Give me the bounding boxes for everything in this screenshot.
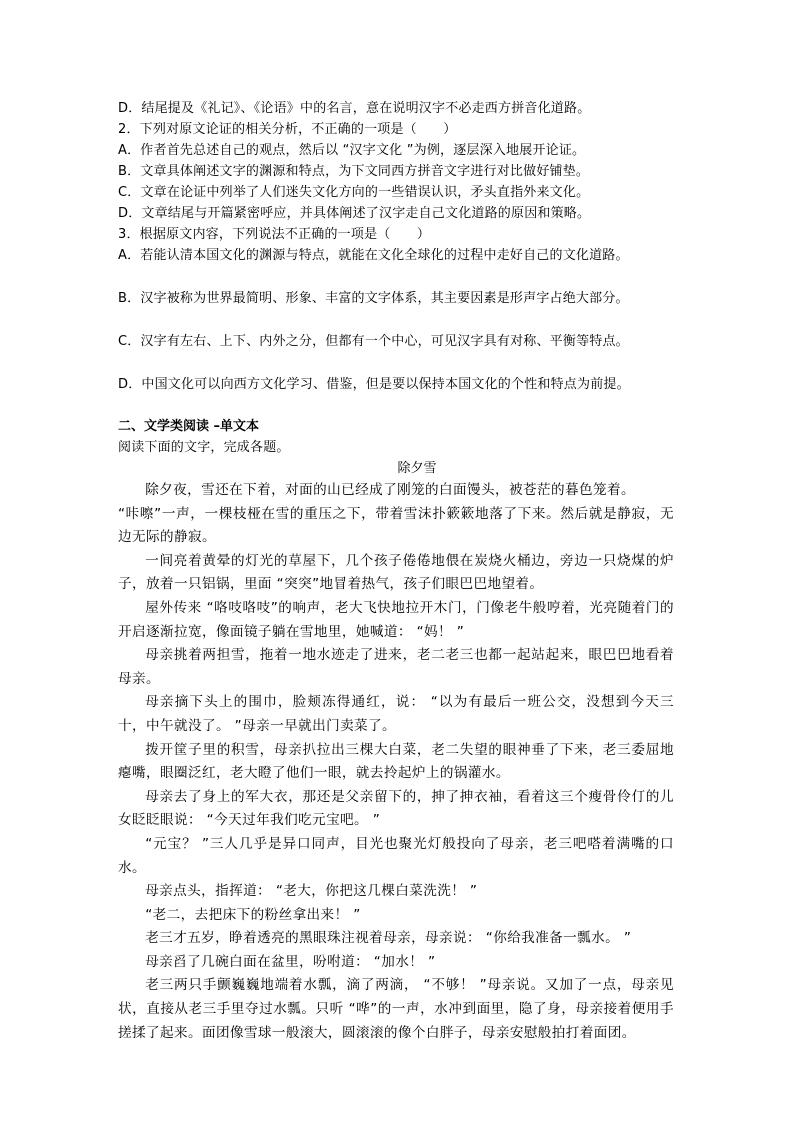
q1-option-d: D．结尾提及《礼记》、《论语》中的名言，意在说明汉字不必走西方拼音化道路。 bbox=[118, 101, 591, 116]
q3-stem: 3．根据原文内容，下列说法不正确的一项是（ ） bbox=[118, 227, 431, 242]
story-paragraph: “元宝？ ”三人几乎是异口同声，目光也聚光灯般投向了母亲，老三吧嗒着满嘴的口水。 bbox=[118, 835, 674, 876]
story-paragraph: 老三才五岁，睁着透亮的黑眼珠注视着母亲，母亲说： “你给我准备一瓢水。 ” bbox=[145, 930, 632, 947]
reading-instruction: 阅读下面的文字，完成各题。 bbox=[118, 440, 290, 455]
story-paragraph: 屋外传来 “咯吱咯吱”的响声，老大飞快地拉开木门，门像老牛般哼着，光亮随着门的开启逐渐拉宽，像面镜子躺在雪地里，她喊道： “妈！ ” bbox=[118, 599, 674, 640]
section-title: 二、文学类阅读 –单文本 bbox=[118, 419, 260, 434]
story-title: 除夕雪 bbox=[397, 461, 437, 476]
story-paragraph: 母亲挑着两担雪，拖着一地水迹走了进来，老二老三也都一起站起来，眼巴巴地看着母亲。 bbox=[118, 647, 674, 687]
story-paragraph: 老三两只手颤巍巍地端着水瓢，滴了两滴， “不够！ ”母亲说。又加了一点，母亲见状，直接从老三手里夺过水瓢。只听 “哗”的一声，水冲到面里，隐了身，母亲接着便用手搓揉了起来。面团像雪球一般滚大，圆滚滚的像个白胖子，母亲安慰般拍打着面团。 bbox=[118, 977, 674, 1041]
q2-option-b: B．文章具体阐述文字的渊源和特点，为下文同西方拼音文字进行对比做好铺垫。 bbox=[118, 164, 590, 179]
q2-option-d: D．文章结尾与开篇紧密呼应，并具体阐述了汉字走自己文化道路的原因和策略。 bbox=[118, 206, 591, 221]
story-paragraph: 除夕夜，雪还在下着，对面的山已经成了刚笼的白面馒头，被苍茫的暮色笼着。 bbox=[145, 482, 635, 498]
story-paragraph: “老二，去把床下的粉丝拿出来！ ” bbox=[145, 906, 361, 923]
q3-option-b: B．汉字被称为世界最简明、形象、丰富的文字体系，其主要因素是形声字占绝大部分。 bbox=[118, 291, 629, 306]
story-paragraph: 一间亮着黄晕的灯光的草屋下，几个孩子倦倦地偎在炭烧火桶边，旁边一只烧煤的炉子，放着一只铝锅，里面 “突突”地冒着热气，孩子们眼巴巴地望着。 bbox=[118, 552, 674, 593]
q2-option-a: A．作者首先总述自己的观点，然后以 “汉字文化 ”为例，逐层深入地展开论证。 bbox=[118, 143, 586, 158]
story-paragraph: 母亲去了身上的军大衣，那还是父亲留下的，抻了抻衣袖，看着这三个瘦骨伶仃的儿女眨眨眼说： “今天过年我们吃元宝吧。 ” bbox=[118, 788, 674, 829]
story-paragraph: 母亲摘下头上的围巾，脸颊冻得通红，说： “以为有最后一班公交，没想到今天三十，中午就没了。 ”母亲一早就出门卖菜了。 bbox=[118, 694, 674, 734]
q2-option-c: C．文章在论证中列举了人们迷失文化方向的一些错误认识，矛头直指外来文化。 bbox=[118, 185, 590, 200]
story-body bbox=[118, 479, 674, 1045]
q3-option-d: D．中国文化可以向西方文化学习、借鉴，但是要以保持本国文化的个性和特点为前提。 bbox=[118, 377, 630, 392]
q2-stem: 2．下列对原文论证的相关分析，不正确的一项是（ ） bbox=[118, 122, 457, 137]
q3-option-c: C．汉字有左右、上下、内外之分，但都有一个中心，可见汉字具有对称、平衡等特点。 bbox=[118, 334, 629, 349]
story-paragraph: 母亲舀了几碗白面在盆里，吩咐道： “加水！ ” bbox=[145, 953, 436, 970]
story-paragraph: 拨开筐子里的积雪，母亲扒拉出三棵大白菜，老二失望的眼神垂了下来，老三委屈地瘪嘴，眼圈泛红，老大瞪了他们一眼，就去拎起炉上的锅灌水。 bbox=[118, 741, 674, 782]
story-paragraph: 母亲点头，指挥道： “老大，你把这几棵白菜洗洗！ ” bbox=[145, 883, 478, 900]
story-paragraph: “咔嚓”一声，一棵枝桠在雪的重压之下，带着雪沫扑簌簌地落了下来。然后就是静寂，无边无际的静寂。 bbox=[118, 505, 674, 546]
q3-option-a: A．若能认清本国文化的渊源与特点，就能在文化全球化的过程中走好自己的文化道路。 bbox=[118, 248, 629, 263]
